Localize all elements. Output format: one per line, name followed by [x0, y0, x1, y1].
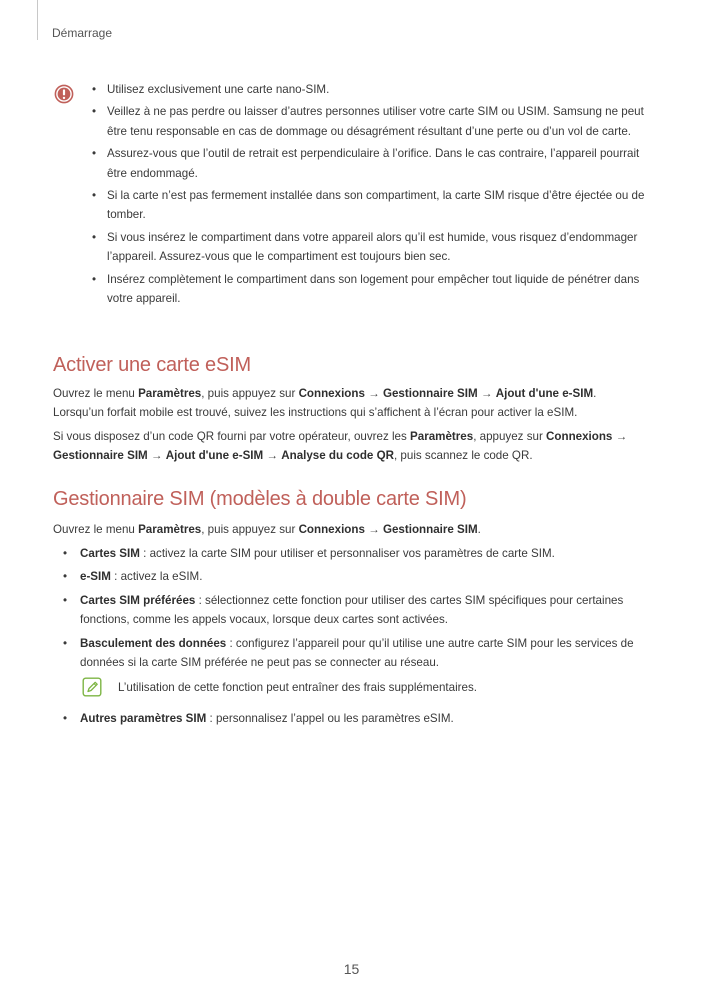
warning-item: • Si vous insérez le compartiment dans votre appareil alors qu’il est humide, vous risquez d’endommager l’appareil. Assurez-vous que le compartiment est toujours bien sec. [92, 228, 652, 267]
list-item: • Basculement des données : configurez l’appareil pour qu’il utilise une autre carte SIM pour les services de données si la carte SIM préférée ne peut pas se connecter au réseau. [53, 634, 653, 673]
note-text: L’utilisation de cette fonction peut entraîner des frais supplémentaires. [118, 681, 477, 694]
list-item: • Autres paramètres SIM : personnalisez l’appel ou les paramètres eSIM. [53, 709, 653, 728]
esim-paragraph-1: Ouvrez le menu Paramètres, puis appuyez sur Connexions → Gestionnaire SIM → Ajout d'une e-SIM. Lorsqu’un forfait mobile est trouvé, suivez les instructions qui s’affichent à l’écran pour activer la eSIM. [53, 387, 597, 420]
sim-manager-intro: Ouvrez le menu Paramètres, puis appuyez sur Connexions → Gestionnaire SIM. [53, 523, 481, 536]
header-divider [37, 0, 38, 40]
esim-paragraph-2: Si vous disposez d’un code QR fourni par votre opérateur, ouvrez les Paramètres, appuyez sur Connexions → Gestionnaire SIM → Ajout d'une e-SIM → Analyse du code QR, puis scannez le code QR. [53, 430, 628, 463]
warning-list [92, 80, 652, 311]
section-header: Démarrage [52, 26, 113, 40]
sim-manager-heading: Gestionnaire SIM (modèles à double carte SIM) [53, 488, 467, 510]
warning-item: • Insérez complètement le compartiment dans son logement pour empêcher tout liquide de pénétrer dans votre appareil. [92, 270, 652, 309]
warning-item: • Utilisez exclusivement une carte nano-SIM. [92, 80, 652, 99]
warning-icon [54, 84, 74, 104]
warning-item: • Si la carte n’est pas fermement installée dans son compartiment, la carte SIM risque d’être éjectée ou de tomber. [92, 186, 652, 225]
note-icon [82, 677, 102, 697]
warning-item: • Veillez à ne pas perdre ou laisser d’autres personnes utiliser votre carte SIM ou USIM. Samsung ne peut être tenu responsable en cas de dommage ou désagrément résultant d’une perte ou d’un vol de carte. [92, 102, 652, 141]
list-item: • Cartes SIM : activez la carte SIM pour utiliser et personnaliser vos paramètres de carte SIM. [53, 544, 653, 563]
sim-options-list [53, 544, 653, 676]
list-item: • e-SIM : activez la eSIM. [53, 567, 653, 586]
sim-options-list-continued [53, 709, 653, 732]
warning-item: • Assurez-vous que l’outil de retrait est perpendiculaire à l’orifice. Dans le cas contraire, l’appareil pourrait être endommagé. [92, 144, 652, 183]
esim-heading: Activer une carte eSIM [53, 354, 251, 376]
list-item: • Cartes SIM préférées : sélectionnez cette fonction pour utiliser des cartes SIM spécifiques pour certaines fonctions, comme les appels vocaux, lorsque deux cartes sont activées. [53, 591, 653, 630]
page-number: 15 [343, 961, 360, 977]
